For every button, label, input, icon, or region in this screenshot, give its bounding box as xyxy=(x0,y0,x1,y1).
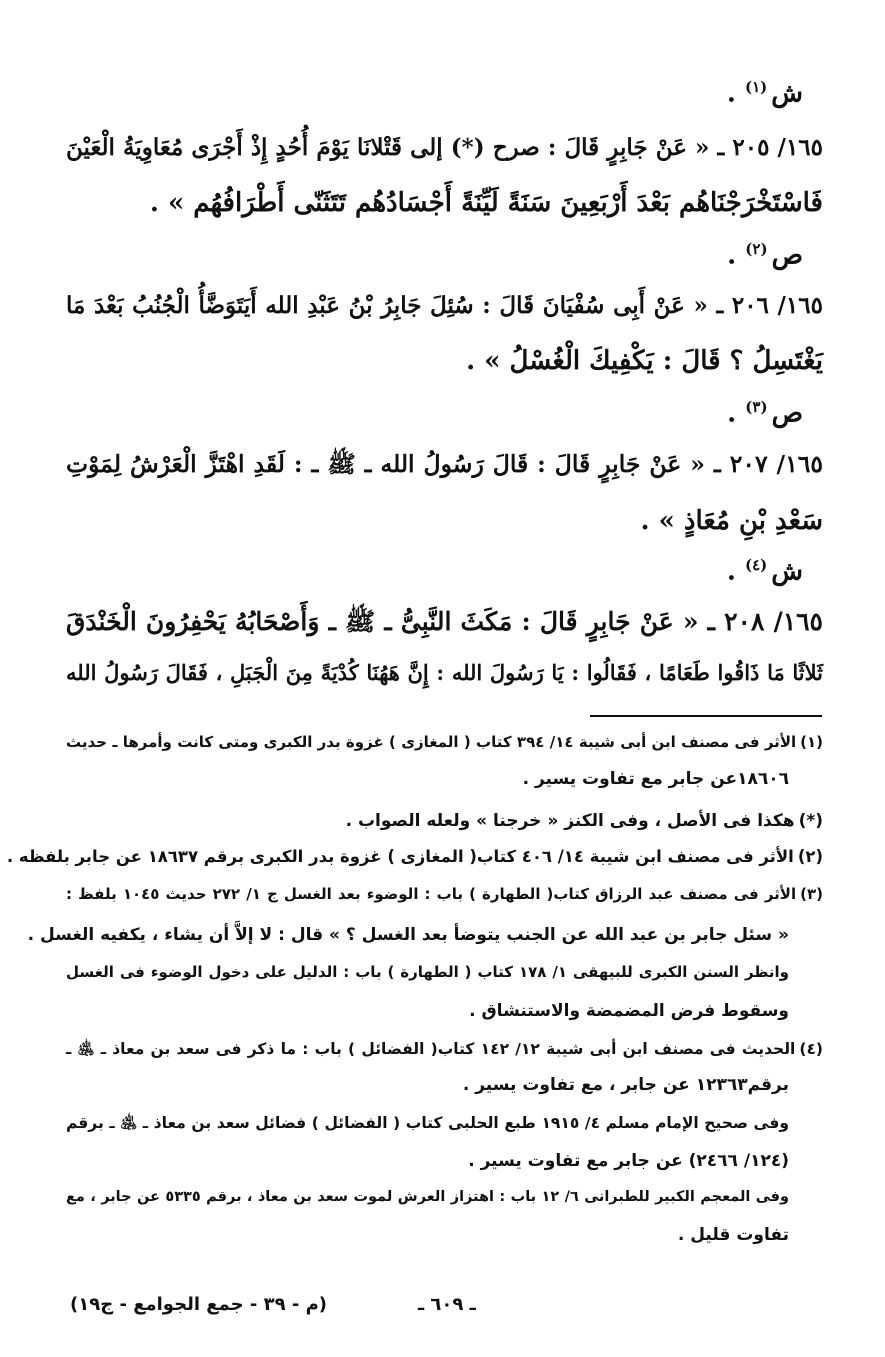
footnote-3-line-3: وانظر السنن الكبرى للبيهقى ١/ ١٧٨ كتاب ( الطهارة ) باب : الدليل على دخول الوضوء فى الغسل xyxy=(66,963,789,981)
hadith-206-line-1: ١٦٥/ ٢٠٦ ـ « عَنْ أَبِى سُفْيَانَ قَالَ : سُئِلَ جَابِرُ بْنُ عَبْدِ الله أَيَتَوَضَّأُ الْجُنُبُ بَعْدَ مَا xyxy=(66,292,823,319)
marker-code: ص xyxy=(771,398,803,429)
footnote-text: الأثر فى مصنف عبد الرزاق كتاب( الطهارة ) باب : الوضوء بعد الغسل ج ١/ ٢٧٢ حديث ١٠٤٥ بلفظ : xyxy=(66,885,797,903)
footnote-4-line-1 xyxy=(66,1039,823,1062)
footnote-2 xyxy=(7,847,823,866)
hadith-206-line-2: يَغْتَسِلُ ؟ قَالَ : يَكْفِيكَ الْغُسْلُ » . xyxy=(466,346,823,376)
footnote-star xyxy=(346,811,823,831)
hadith-207-line-2: سَعْدِ بْنِ مُعَاذٍ » . xyxy=(640,506,823,536)
section-marker xyxy=(727,398,803,429)
footnote-text: هكذا فى الأصل ، وفى الكنز « خرجنا » ولعله الصواب . xyxy=(345,811,795,831)
hadith-205-line-2: فَاسْتَخْرَجْنَاهُم بَعْدَ أَرْبَعِينَ سَنَةً لَيِّنَةً أَجْسَادُهُم تَتَثَنّى أَطْرَافُهُم » . xyxy=(149,188,823,218)
footnote-4-line-4: (١٢٤/ ٢٤٦٦) عن جابر مع تفاوت يسير . xyxy=(468,1151,789,1171)
footnote-number: (٣) xyxy=(800,885,823,903)
section-marker xyxy=(727,240,803,271)
footnote-separator xyxy=(590,715,822,717)
marker-code: ش xyxy=(771,78,803,109)
section-marker xyxy=(727,556,803,587)
footnote-4-line-3: وفى صحيح الإمام مسلم ٤/ ١٩١٥ طبع الحلبى كتاب ( الفضائل ) فضائل سعد بن معاذ ـ ﵁ ـ برقم xyxy=(66,1114,789,1132)
marker-code: ش xyxy=(771,556,803,587)
footnote-4-line-6: تفاوت قليل . xyxy=(677,1225,789,1245)
footnote-3-line-2: « سئل جابر بن عبد الله عن الجنب يتوضأ بعد الغسل ؟ » قال : لا إلاَّ أن يشاء ، يكفيه الغسل . xyxy=(27,925,789,945)
marker-end: . xyxy=(726,556,736,587)
footnote-3-line-4: وسقوط فرض المضمضة والاستنشاق . xyxy=(469,1001,789,1021)
hadith-208-line-2: ثَلاثًا مَا ذَاقُوا طَعَامًا ، فَقَالُوا : يَا رَسُولَ الله : إِنَّ هَهُنَا كُدْيَةً مِنَ الْجَبَلِ ، فَقَالَ رَسُولُ الله xyxy=(66,660,823,685)
printer-signature: (م - ٣٩ - جمع الجوامع - ج١٩) xyxy=(70,1294,328,1315)
footnote-number: (٢) xyxy=(797,847,823,866)
footnote-ref: (٤) xyxy=(744,556,768,574)
hadith-207-line-1: ١٦٥/ ٢٠٧ ـ « عَنْ جَابِرٍ قَالَ : قَالَ رَسُولُ الله ـ ﷺ ـ : لَقَدِ اهْتَزَّ الْعَرْشُ لِمَوْتِ xyxy=(66,450,824,478)
footnote-4-line-5: وفى المعجم الكبير للطبرانى ٦/ ١٢ باب : اهتزاز العرش لموت سعد بن معاذ ، برقم ٥٣٣٥ عن جابر ، مع xyxy=(66,1189,789,1205)
footnote-ref: (١) xyxy=(744,78,768,96)
footnote-text: الأثر فى مصنف ابن أبى شيبة ١٤/ ٣٩٤ كتاب ( المغازى ) غزوة بدر الكبرى ومتى كانت وأمرها ـ حديث xyxy=(66,733,797,751)
footnote-1-line-1 xyxy=(66,733,823,751)
footnote-text: الأثر فى مصنف ابن شيبة ١٤/ ٤٠٦ كتاب( المغازى ) غزوة بدر الكبرى برقم ١٨٦٣٧ عن جابر بلفظه . xyxy=(6,847,794,866)
page-number: ـ ٦٠٩ ـ xyxy=(418,1294,476,1315)
marker-end: . xyxy=(726,78,736,109)
marker-end: . xyxy=(727,240,737,271)
footnote-ref: (٢) xyxy=(745,240,768,258)
footnote-1-line-2: ١٨٦٠٦عن جابر مع تفاوت يسير . xyxy=(522,769,789,789)
marker-end: . xyxy=(727,398,737,429)
footnote-number: (٤) xyxy=(799,1040,823,1058)
section-marker xyxy=(727,78,803,109)
footnote-number: (١) xyxy=(800,733,824,751)
footnote-4-line-2: برقم١٢٣٦٣ عن جابر ، مع تفاوت يسير . xyxy=(462,1075,789,1095)
footnote-ref: (٣) xyxy=(745,398,768,416)
marker-code: ص xyxy=(771,240,803,271)
hadith-208-line-1: ١٦٥/ ٢٠٨ ـ « عَنْ جَابِرٍ قَالَ : مَكَثَ النَّبِىُّ ـ ﷺ ـ وَأَصْحَابُهُ يَحْفِرُونَ الْخَنْدَقَ xyxy=(66,607,823,636)
hadith-205-line-1: ١٦٥/ ٢٠٥ ـ « عَنْ جَابِرٍ قَالَ : صرح (*) إلى قَتْلانَا يَوْمَ أُحُدٍ إِذْ أَجْرَى مُعَاوِيَةُ الْعَيْنَ xyxy=(66,134,823,161)
footnote-3-line-1 xyxy=(66,885,823,903)
footnote-number: (*) xyxy=(798,811,823,831)
footnote-text: الحديث فى مصنف ابن أبى شيبة ١٢/ ١٤٢ كتاب( الفضائل ) باب : ما ذكر فى سعد بن معاذ ـ ﵁ ـ xyxy=(66,1040,796,1058)
